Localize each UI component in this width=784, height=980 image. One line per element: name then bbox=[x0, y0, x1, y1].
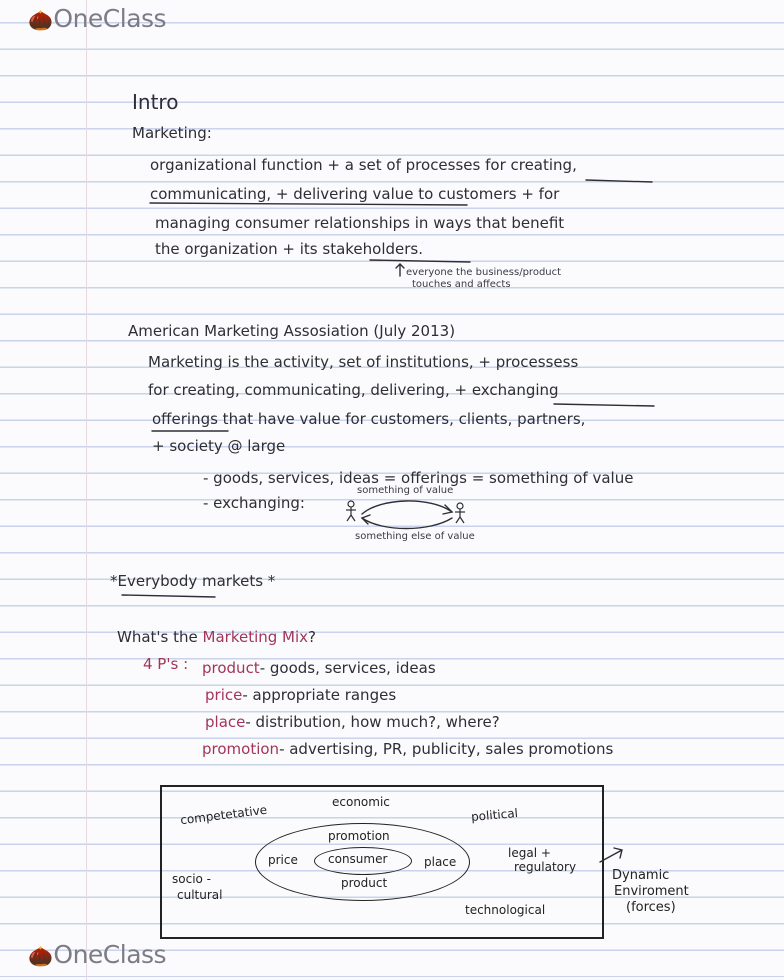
exchanging-bullet: - exchanging: bbox=[203, 494, 305, 512]
marketing-definition-line-4: the organization + its stakeholders. bbox=[155, 240, 424, 258]
acorn-icon: 🌰 bbox=[28, 944, 53, 968]
exchange-top-label: something of value bbox=[357, 485, 454, 496]
caption-environment: Enviroment bbox=[614, 884, 689, 899]
four-ps-label: 4 P's : bbox=[143, 655, 189, 673]
ama-definition-line-4: + society @ large bbox=[152, 437, 286, 455]
ama-heading: American Marketing Assosiation (July 2013) bbox=[128, 322, 456, 340]
stakeholder-note-line-1: everyone the business/product bbox=[406, 267, 562, 278]
mix-term: price bbox=[205, 686, 243, 704]
marketing-label: Marketing: bbox=[132, 124, 212, 142]
label-economic: economic bbox=[332, 795, 390, 809]
mix-term: product bbox=[202, 659, 260, 677]
label-place: place bbox=[424, 855, 457, 869]
caption-dynamic: Dynamic bbox=[612, 868, 670, 883]
mix-term: place bbox=[205, 713, 246, 731]
stakeholder-note-line-2: touches and affects bbox=[412, 279, 511, 290]
oneclass-logo-top bbox=[28, 4, 166, 33]
acorn-icon: 🌰 bbox=[28, 8, 53, 32]
everybody-markets-note: *Everybody markets * bbox=[110, 572, 276, 590]
question-suffix: ? bbox=[308, 628, 317, 646]
ama-definition-line-1: Marketing is the activity, set of institutions, + processess bbox=[148, 353, 579, 371]
label-product: product bbox=[341, 876, 388, 890]
ama-definition-line-2: for creating, communicating, delivering, + exchanging bbox=[148, 381, 559, 399]
mix-desc: - advertising, PR, publicity, sales promotions bbox=[279, 740, 614, 758]
intro-heading: Intro bbox=[132, 90, 179, 114]
mix-item-product bbox=[202, 659, 436, 677]
margin-line bbox=[86, 0, 87, 980]
mix-item-place bbox=[205, 713, 500, 731]
label-cultural: cultural bbox=[177, 888, 223, 902]
marketing-definition-line-1: organizational function + a set of processes for creating, bbox=[150, 156, 577, 174]
marketing-mix-question bbox=[117, 628, 316, 646]
label-political: political bbox=[470, 805, 519, 825]
oneclass-logo-bottom bbox=[28, 940, 166, 969]
mix-desc: - goods, services, ideas bbox=[259, 659, 436, 677]
ama-definition-line-3: offerings that have value for customers, clients, partners, bbox=[152, 410, 586, 428]
question-prefix: What's the bbox=[117, 628, 198, 646]
mix-item-promotion bbox=[202, 740, 613, 758]
mix-desc: - appropriate ranges bbox=[242, 686, 397, 704]
logo-text: OneClass bbox=[53, 940, 167, 969]
marketing-definition-line-2: communicating, + delivering value to customers + for bbox=[150, 185, 560, 203]
exchange-bottom-label: something else of value bbox=[355, 531, 475, 542]
label-regulatory: regulatory bbox=[514, 860, 577, 874]
label-legal: legal + bbox=[508, 846, 551, 860]
mix-term: promotion bbox=[202, 740, 280, 758]
label-competitive: competetative bbox=[179, 802, 268, 828]
offerings-bullet: - goods, services, ideas = offerings = something of value bbox=[203, 469, 634, 487]
caption-forces: (forces) bbox=[626, 900, 676, 915]
mix-desc: - distribution, how much?, where? bbox=[245, 713, 500, 731]
label-promotion: promotion bbox=[328, 829, 390, 843]
logo-text: OneClass bbox=[53, 4, 167, 33]
mix-item-price bbox=[205, 686, 396, 704]
marketing-definition-line-3: managing consumer relationships in ways that benefit bbox=[155, 214, 565, 232]
label-price: price bbox=[268, 853, 298, 867]
label-consumer: consumer bbox=[328, 852, 388, 866]
marketing-mix-highlight: Marketing Mix bbox=[202, 628, 309, 646]
label-socio: socio - bbox=[172, 872, 212, 886]
label-technological: technological bbox=[465, 903, 546, 917]
